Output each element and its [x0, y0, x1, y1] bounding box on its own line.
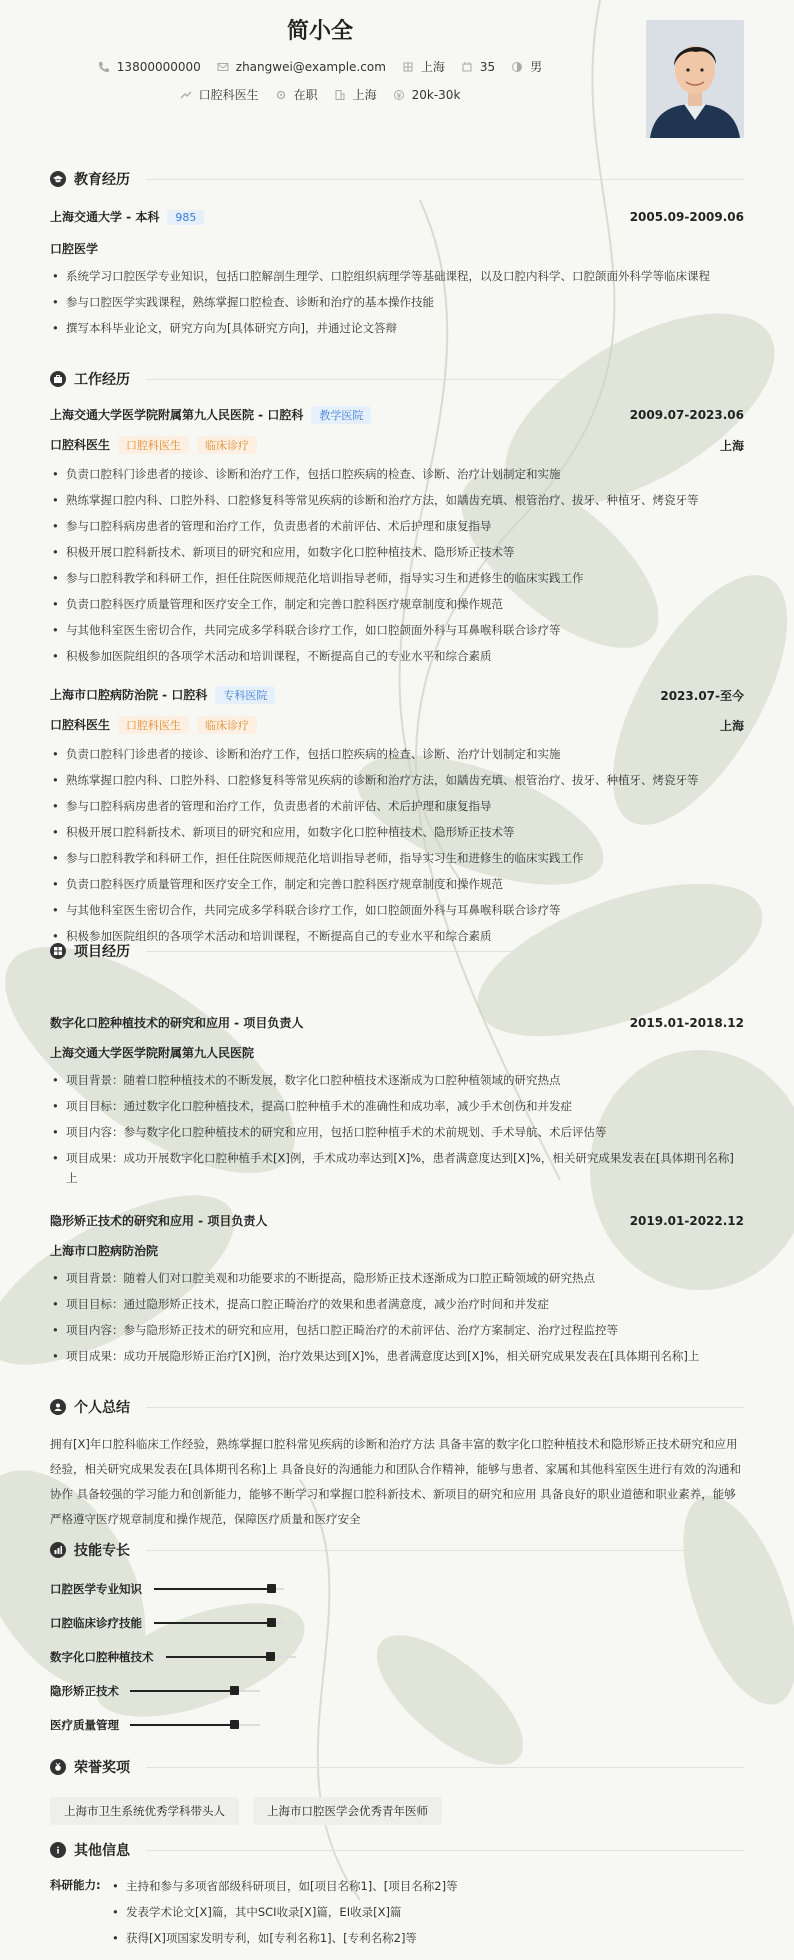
section-projects: [50, 941, 744, 961]
list-item: • 项目内容：参与数字化口腔种植技术的研究和应用，包括口腔种植手术的术前规划、手术导航、术后评估等: [50, 1122, 744, 1142]
work-date: 2023.07-至今: [660, 688, 744, 703]
list-item: • 负责口腔科医疗质量管理和医疗安全工作，制定和完善口腔科医疗规章制度和操作规范: [50, 874, 744, 894]
skill-knob: [230, 1686, 239, 1695]
school-name: 上海交通大学 - 本科: [50, 210, 160, 224]
section-title: 工作经历: [74, 372, 130, 388]
role: 口腔科医生: [50, 718, 111, 732]
education-bullets: [50, 266, 744, 344]
project-date: 2015.01-2018.12: [629, 1015, 744, 1030]
list-item: • 撰写本科毕业论文，研究方向为[具体研究方向]，并通过论文答辩: [50, 318, 744, 338]
awards-list: [50, 1797, 442, 1825]
status-icon: [275, 89, 287, 101]
list-item: • 参与口腔医学实践课程，熟练掌握口腔检查、诊断和治疗的基本操作技能: [50, 292, 744, 312]
skill-row: [50, 1581, 300, 1597]
list-item: • 项目目标：通过隐形矫正技术，提高口腔正畸治疗的效果和患者满意度，减少治疗时间和并发症: [50, 1294, 744, 1314]
education-major-row: [50, 240, 744, 257]
skill-track: [130, 1690, 260, 1692]
section-divider: [146, 379, 744, 380]
list-item: • 项目目标：通过数字化口腔种植技术，提高口腔种植手术的准确性和成功率，减少手术创伤和并发症: [50, 1096, 744, 1116]
position-text: 口腔科医生: [198, 88, 259, 102]
list-item: • 与其他科室医生密切合作，共同完成多学科联合诊疗工作，如口腔颌面外科与耳鼻喉科联合诊疗等: [50, 900, 744, 920]
award-badge: 上海市口腔医学会优秀青年医师: [253, 1797, 442, 1825]
skill-fill: [154, 1622, 271, 1624]
work-city: 上海: [719, 718, 744, 733]
section-awards: [50, 1757, 744, 1777]
role: 口腔科医生: [50, 438, 111, 452]
skill-fill: [154, 1588, 271, 1590]
work-1-role-row: [50, 436, 744, 454]
section-divider: [146, 1407, 744, 1408]
section-education: [50, 169, 744, 189]
project-1-org-row: [50, 1044, 744, 1061]
section-title: 其他信息: [74, 1843, 130, 1859]
list-item: • 积极开展口腔科新技术、新项目的研究和应用，如数字化口腔种植技术、隐形矫正技术等: [50, 822, 744, 842]
profile-photo: [646, 20, 744, 138]
other-label: 科研能力:: [50, 1878, 101, 1892]
work-city-text: 上海: [352, 88, 377, 102]
briefcase-icon: [50, 371, 66, 387]
building-icon: [334, 89, 346, 101]
mail-icon: [217, 61, 229, 73]
summary-text: 拥有[X]年口腔科临床工作经验，熟练掌握口腔科常见疾病的诊断和治疗方法 具备丰富的数字化口腔种植技术和隐形矫正技术研究和应用经验，相关研究成果发表在[具体期刊名称]上 具备良好的沟通能力和团队合作精神，能够与患者、家属和其他科室医生进行有效的沟通和协作 具备较强的学习能力和创新能力，能够不断学习和掌握口腔科新技术、新项目的研究和应用 具备良好的职业道德和职业素养，能够严格遵守医疗规章制度和操作规范，保障医疗质量和医疗安全: [50, 1437, 742, 1526]
major: 口腔医学: [50, 242, 99, 256]
list-item: • 系统学习口腔医学专业知识，包括口腔解剖生理学、口腔组织病理学等基础课程，以及口腔内科学、口腔颌面外科学等临床课程: [50, 266, 744, 286]
gender-icon: [511, 61, 523, 73]
section-divider: [146, 179, 744, 180]
skill-row: [50, 1717, 300, 1733]
other-list: [110, 1877, 744, 1955]
list-item: • 熟练掌握口腔内科、口腔外科、口腔修复科等常见疾病的诊断和治疗方法，如龋齿充填、根管治疗、拔牙、种植牙、烤瓷牙等: [50, 770, 744, 790]
phone-text: 13800000000: [116, 59, 201, 74]
list-item: • 负责口腔科门诊患者的接诊、诊断和治疗工作，包括口腔疾病的检查、诊断、治疗计划制定和实施: [50, 464, 744, 484]
gender-info: [511, 58, 542, 75]
list-item: • 参与口腔科病房患者的管理和治疗工作，负责患者的术前评估、术后护理和康复指导: [50, 516, 744, 536]
skill-name: 医疗质量管理: [50, 1718, 119, 1732]
work-2-bullets: [50, 744, 744, 952]
age-text: 35: [479, 59, 496, 74]
skill-knob: [266, 1652, 275, 1661]
org-name: 上海市口腔病防治院 - 口腔科: [50, 688, 208, 702]
email-text: zhangwei@example.com: [235, 59, 386, 74]
list-item: • 发表学术论文[X]篇，其中SCI收录[X]篇，EI收录[X]篇: [110, 1903, 744, 1921]
skill-row: [50, 1649, 300, 1665]
role-tag: 口腔科医生: [118, 716, 189, 734]
city-info: [402, 58, 445, 75]
job-icon: [180, 89, 192, 101]
contact-row: [0, 58, 640, 75]
project-1-bullets: [50, 1070, 744, 1194]
skill-name: 隐形矫正技术: [50, 1684, 119, 1698]
section-title: 技能专长: [74, 1543, 130, 1559]
job-row: [0, 86, 640, 103]
skill-name: 口腔医学专业知识: [50, 1582, 142, 1596]
project-title: 隐形矫正技术的研究和应用 - 项目负责人: [50, 1214, 268, 1228]
skill-fill: [130, 1690, 234, 1692]
avatar: [646, 20, 744, 138]
section-title: 教育经历: [74, 172, 130, 188]
medal-icon: [50, 1759, 66, 1775]
role-tag: 临床诊疗: [197, 436, 257, 454]
status-info: [275, 86, 318, 103]
candidate-name: 简小全: [286, 19, 353, 44]
list-item: • 参与口腔科病房患者的管理和治疗工作，负责患者的术前评估、术后护理和康复指导: [50, 796, 744, 816]
salary-icon: [393, 89, 405, 101]
section-divider: [146, 1550, 744, 1551]
award-badge: 上海市卫生系统优秀学科带头人: [50, 1797, 239, 1825]
skill-track: [154, 1622, 284, 1624]
list-item: • 熟练掌握口腔内科、口腔外科、口腔修复科等常见疾病的诊断和治疗方法，如龋齿充填、根管治疗、拔牙、种植牙、烤瓷牙等: [50, 490, 744, 510]
role-tag: 临床诊疗: [197, 716, 257, 734]
skill-knob: [267, 1584, 276, 1593]
section-divider: [146, 951, 744, 952]
salary-text: 20k-30k: [411, 87, 461, 102]
project-2-org-row: [50, 1242, 744, 1259]
skill-knob: [267, 1618, 276, 1627]
list-item: • 项目内容：参与隐形矫正技术的研究和应用，包括口腔正畸治疗的术前评估、治疗方案制定、治疗过程监控等: [50, 1320, 744, 1340]
grid-icon: [50, 943, 66, 959]
project-title: 数字化口腔种植技术的研究和应用 - 项目负责人: [50, 1016, 304, 1030]
project-2-bullets: [50, 1268, 744, 1372]
list-item: • 项目成果：成功开展隐形矫正治疗[X]例，治疗效果达到[X]%，患者满意度达到[X]%，相关研究成果发表在[具体期刊名称]上: [50, 1346, 744, 1366]
list-item: • 负责口腔科医疗质量管理和医疗安全工作，制定和完善口腔科医疗规章制度和操作规范: [50, 594, 744, 614]
phone-icon: [98, 61, 110, 73]
org-name: 上海交通大学医学院附属第九人民医院 - 口腔科: [50, 408, 304, 422]
section-divider: [146, 1850, 744, 1851]
education-date: 2005.09-2009.06: [629, 209, 744, 224]
age-icon: [461, 61, 473, 73]
project-org: 上海交通大学医学院附属第九人民医院: [50, 1046, 255, 1060]
skill-knob: [230, 1720, 239, 1729]
section-skills: [50, 1540, 744, 1560]
salary-info: [393, 86, 461, 103]
skill-row: [50, 1683, 300, 1699]
info-icon: [50, 1842, 66, 1858]
section-title: 项目经历: [74, 944, 130, 960]
list-item: • 参与口腔科教学和科研工作，担任住院医师规范化培训指导老师，指导实习生和进修生的临床实践工作: [50, 848, 744, 868]
city-text: 上海: [420, 60, 445, 74]
section-work: [50, 369, 744, 389]
graduation-cap-icon: [50, 171, 66, 187]
gender-text: 男: [530, 60, 543, 74]
skill-fill: [130, 1724, 234, 1726]
list-item: • 主持和参与多项省部级科研项目，如[项目名称1]、[项目名称2]等: [110, 1877, 744, 1895]
skill-name: 数字化口腔种植技术: [50, 1650, 154, 1664]
list-item: • 项目背景：随着人们对口腔美观和功能要求的不断提高，隐形矫正技术逐渐成为口腔正畸领域的研究热点: [50, 1268, 744, 1288]
project-1-header: [50, 1014, 744, 1031]
skill-name: 口腔临床诊疗技能: [50, 1616, 142, 1630]
skill-track: [154, 1588, 284, 1590]
age-info: [461, 58, 495, 75]
work-city: 上海: [719, 438, 744, 453]
user-icon: [50, 1399, 66, 1415]
work-1-header: [50, 406, 744, 424]
work-1-bullets: [50, 464, 744, 672]
skill-fill: [166, 1656, 270, 1658]
section-title: 个人总结: [74, 1400, 130, 1416]
work-2-header: [50, 686, 744, 704]
education-header: [50, 208, 744, 225]
list-item: • 获得[X]项国家发明专利，如[专利名称1]、[专利名称2]等: [110, 1929, 744, 1947]
section-summary: [50, 1397, 744, 1417]
phone-info: [98, 58, 201, 75]
section-title: 荣誉奖项: [74, 1760, 130, 1776]
work-2-role-row: [50, 716, 744, 734]
list-item: • 积极开展口腔科新技术、新项目的研究和应用，如数字化口腔种植技术、隐形矫正技术等: [50, 542, 744, 562]
list-item: • 负责口腔科门诊患者的接诊、诊断和治疗工作，包括口腔疾病的检查、诊断、治疗计划制定和实施: [50, 744, 744, 764]
project-org: 上海市口腔病防治院: [50, 1244, 159, 1258]
skill-row: [50, 1615, 300, 1631]
org-tag: 专科医院: [215, 686, 275, 704]
school-tag: 985: [167, 210, 204, 225]
list-item: • 与其他科室医生密切合作，共同完成多学科联合诊疗工作，如口腔颌面外科与耳鼻喉科联合诊疗等: [50, 620, 744, 640]
section-other: [50, 1840, 744, 1860]
bar-chart-icon: [50, 1542, 66, 1558]
project-2-header: [50, 1212, 744, 1229]
position-info: [180, 86, 259, 103]
work-city-info: [334, 86, 377, 103]
project-date: 2019.01-2022.12: [629, 1213, 744, 1228]
list-item: • 项目成果：成功开展数字化口腔种植手术[X]例，手术成功率达到[X]%，患者满意度达到[X]%，相关研究成果发表在[具体期刊名称]上: [50, 1148, 744, 1188]
email-info: [217, 58, 386, 75]
status-text: 在职: [293, 88, 318, 102]
org-tag: 教学医院: [311, 406, 371, 424]
location-icon: [402, 61, 414, 73]
list-item: • 积极参加医院组织的各项学术活动和培训课程，不断提高自己的专业水平和综合素质: [50, 646, 744, 666]
list-item: • 积极参加医院组织的各项学术活动和培训课程，不断提高自己的专业水平和综合素质: [50, 926, 744, 946]
section-divider: [146, 1767, 744, 1768]
skill-track: [130, 1724, 260, 1726]
role-tag: 口腔科医生: [118, 436, 189, 454]
work-date: 2009.07-2023.06: [629, 408, 744, 422]
list-item: • 参与口腔科教学和科研工作，担任住院医师规范化培训指导老师，指导实习生和进修生的临床实践工作: [50, 568, 744, 588]
list-item: • 项目背景：随着口腔种植技术的不断发展，数字化口腔种植技术逐渐成为口腔种植领域的研究热点: [50, 1070, 744, 1090]
skill-track: [166, 1656, 296, 1658]
